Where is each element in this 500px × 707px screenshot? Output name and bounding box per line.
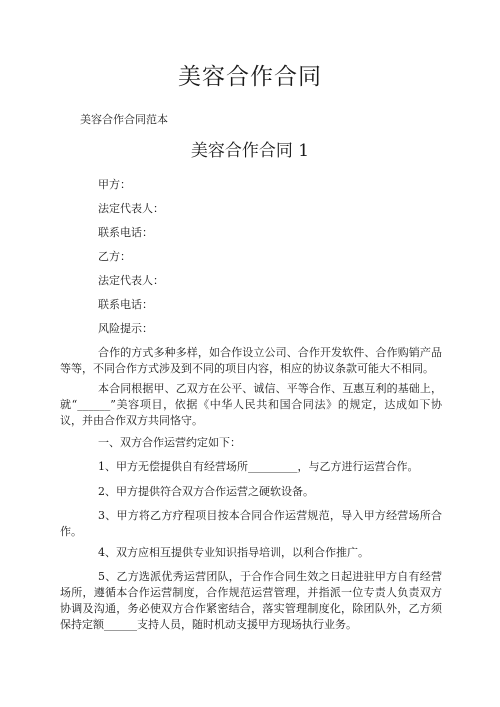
paragraph-section-one: 一、双方合作运营约定如下： — [98, 436, 241, 449]
party-b-phone-field: 联系电话： — [98, 298, 153, 311]
clause-2: 2、甲方提供符合双方合作运营之硬软设备。 — [98, 485, 314, 498]
paragraph-contract-basis: 本合同根据甲、乙双方在公平、诚信、平等合作、互惠互利的基础上，就“______”美容项目，依据《中华人民共和国合同法》的规定，达成如下协议，并由合作双方共同恪守。 — [60, 382, 442, 427]
party-b-field: 乙方： — [98, 250, 131, 263]
party-a-field: 甲方： — [98, 178, 131, 191]
risk-notice-field: 风险提示： — [98, 322, 153, 335]
party-a-phone-field: 联系电话： — [98, 226, 153, 239]
clause-5: 5、乙方选派优秀运营团队，于合作合同生效之日起进驻甲方自有经营场所，遵循本合作运营制度，合作规范运营管理，并指派一位专责人负责双方协调及沟通，务必使双方合作紧密结合，落实管理制度化，除团队外，乙方须保持定额______支持人员，随时机动支援甲方现场执行业务。 — [60, 570, 442, 631]
document-subtitle: 美容合作合同范本 — [80, 113, 168, 126]
section-heading: 美容合作合同 1 — [190, 141, 310, 161]
party-b-representative-field: 法定代表人： — [98, 274, 164, 287]
party-a-representative-field: 法定代表人： — [98, 202, 164, 215]
clause-4: 4、双方应相互提供专业知识指导培训，以利合作推广。 — [98, 546, 369, 559]
document-title: 美容合作合同 — [178, 64, 322, 90]
clause-1: 1、甲方无偿提供自有经营场所_________，与乙方进行运营合作。 — [98, 460, 419, 473]
paragraph-cooperation-methods: 合作的方式多种多样，如合作设立公司、合作开发软件、合作购销产品等等，不同合作方式涉及到不同的项目内容，相应的协议条款可能大不相同。 — [60, 346, 442, 375]
clause-3: 3、甲方将乙方疗程项目按本合同合作运营规范，导入甲方经营场所合作。 — [60, 509, 442, 538]
